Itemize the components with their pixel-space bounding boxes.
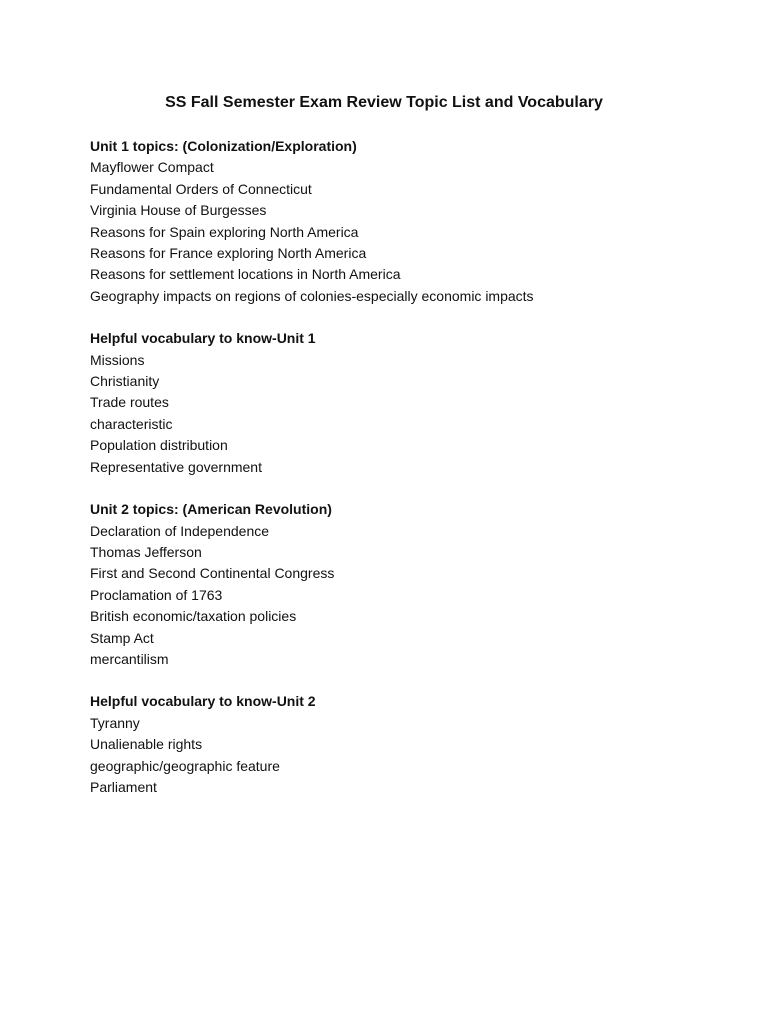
list-item: mercantilism [90,650,169,667]
list-item: Geography impacts on regions of colonies-especially economic impacts [90,287,534,304]
list-item: Missions [90,351,145,368]
section-unit2-vocabulary [90,691,730,798]
list-item: British economic/taxation policies [90,608,297,625]
list-item: Mayflower Compact [90,159,214,176]
list-item: Thomas Jefferson [90,543,202,560]
list-item: Trade routes [90,394,169,411]
list-item: Population distribution [90,437,228,454]
topic-list [90,521,730,671]
vocabulary-list [90,713,730,799]
list-item: characteristic [90,415,173,432]
section-unit1-vocabulary [90,328,730,478]
list-item: Declaration of Independence [90,522,270,539]
section-heading: Helpful vocabulary to know-Unit 2 [90,693,316,710]
list-item: Tyranny [90,714,140,731]
section-heading: Unit 2 topics: (American Revolution) [90,501,332,518]
list-item: Fundamental Orders of Connecticut [90,180,312,197]
list-item: geographic/geographic feature [90,757,280,774]
section-unit1-topics [90,136,730,307]
section-unit2-topics [90,499,730,670]
list-item: Parliament [90,778,157,795]
list-item: Proclamation of 1763 [90,586,223,603]
list-item: Virginia House of Burgesses [90,202,267,219]
list-item: Christianity [90,373,160,390]
list-item: Reasons for Spain exploring North America [90,223,359,240]
list-item: Reasons for France exploring North America [90,245,367,262]
topic-list [90,157,730,307]
list-item: Stamp Act [90,629,154,646]
list-item: First and Second Continental Congress [90,565,335,582]
vocabulary-list [90,350,730,478]
list-item: Reasons for settlement locations in North America [90,266,401,283]
list-item: Representative government [90,458,262,475]
document-title: SS Fall Semester Exam Review Topic List and Vocabulary [165,94,603,111]
section-heading: Unit 1 topics: (Colonization/Exploration) [90,138,357,154]
section-heading: Helpful vocabulary to know-Unit 1 [90,330,316,347]
document-body [90,136,730,819]
list-item: Unalienable rights [90,736,203,753]
